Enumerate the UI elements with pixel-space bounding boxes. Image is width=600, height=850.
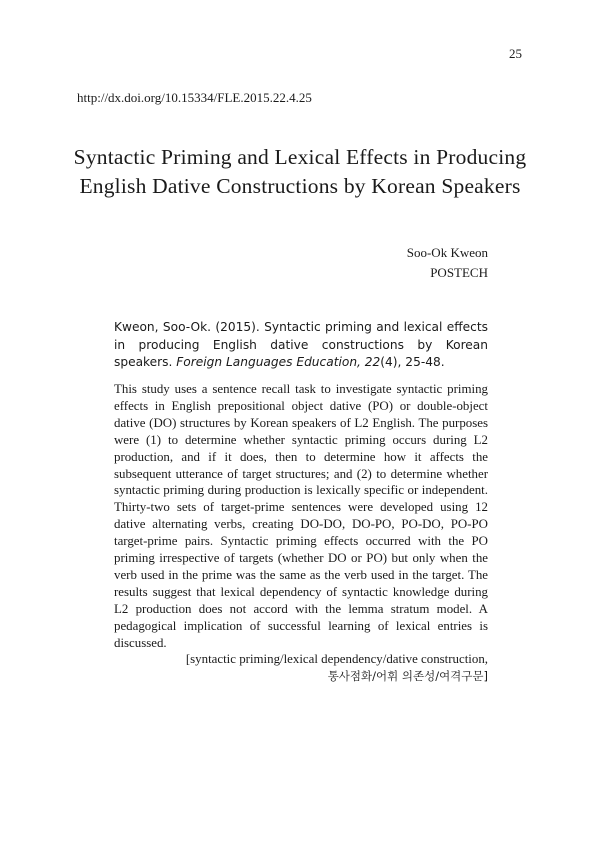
- keywords: [108, 651, 488, 685]
- author-name: Soo-Ok Kweon: [406, 245, 488, 260]
- citation-text: Kweon, Soo-Ok. (2015). Syntactic priming and lexical effects in producing English dative constructions by Korean speakers.: [114, 320, 488, 370]
- doi-link[interactable]: http://dx.doi.org/10.15334/FLE.2015.22.4.25: [77, 90, 312, 105]
- citation: [114, 319, 488, 372]
- author-block: [407, 243, 488, 283]
- paper-title: [40, 143, 560, 201]
- keywords-korean: 통사점화/어휘 의존성/여격구문]: [327, 669, 488, 683]
- citation-issue-pages: (4), 25-48.: [380, 355, 445, 370]
- abstract: This study uses a sentence recall task to investigate syntactic priming effects in English prepositional object dative (PO) or double-object dative (DO) structures by Korean speakers of L2 English. The purposes were (1) to determine whether syntactic priming occurs during L2 production, and if it does, then to determine how it affects the subsequent utterance of target structures; and (2) to determine whether syntactic priming during production is lexically specific or independent. Thirty-two sets of target-prime sentences were developed using 12 dative alternating verbs, creating DO-DO, DO-PO, PO-DO, PO-PO target-prime pairs. Syntactic priming effects occurred with the PO priming irrespective of targets (whether DO or PO) but only when the verb used in the prime was the same as the verb used in the target. The results suggest that lexical dependency of syntactic knowledge during L2 production does not accord with the lemma stratum model. A pedagogical implication of successful learning of lexical entries is discussed.: [114, 382, 488, 650]
- citation-journal: Foreign Languages Education, 22: [176, 355, 381, 370]
- author-affiliation: POSTECH: [430, 265, 488, 280]
- keywords-english: [syntactic priming/lexical dependency/dative construction,: [185, 652, 488, 666]
- title-line: Syntactic Priming and Lexical Effects in Producing: [73, 145, 527, 169]
- page-number: 25: [509, 46, 522, 61]
- title-line: English Dative Constructions by Korean Speakers: [79, 174, 521, 198]
